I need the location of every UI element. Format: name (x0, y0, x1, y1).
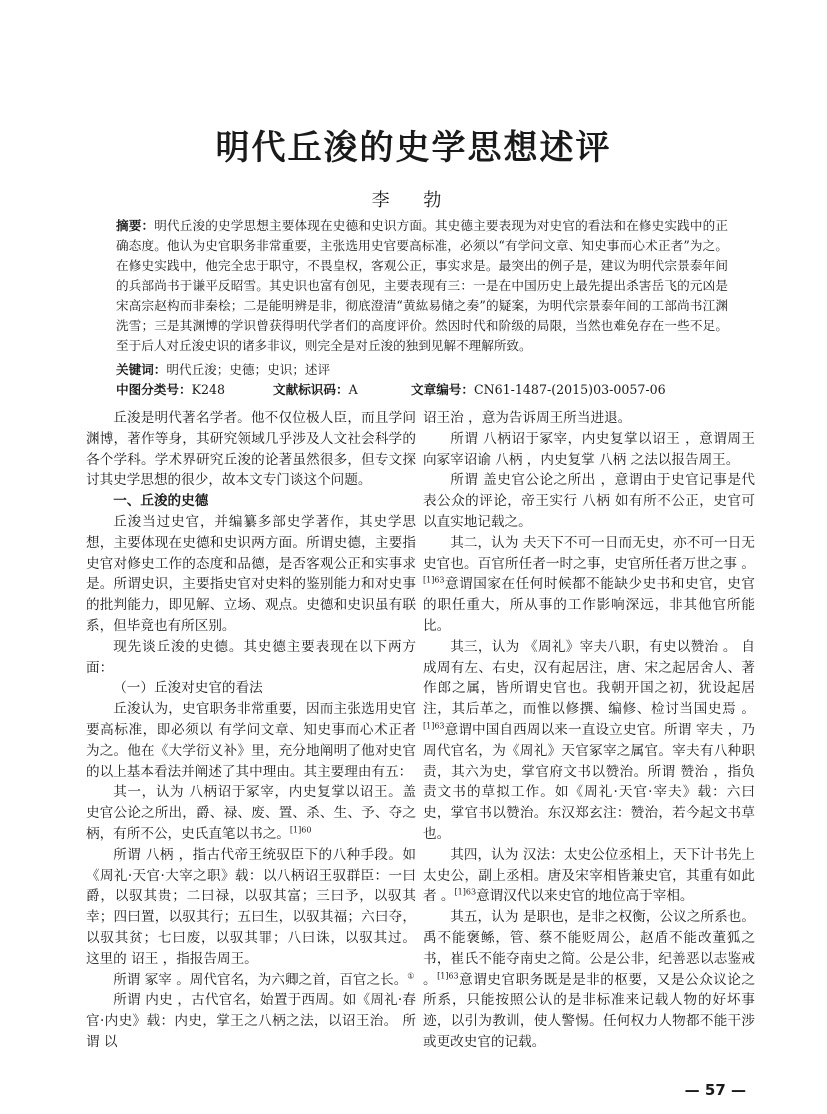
classification-line (116, 380, 756, 400)
paragraph-text: 意谓史官职务既是是非的枢要，又是公众议论之所系，只能按照公认的是非标准来记载人物的好坏事迹，以引为教训，使人警惕。任何权力人物都不能干涉或更改史官的记载。 (423, 971, 756, 1050)
paragraph: 所谓 八柄诏于冢宰，内史复掌以诏王 ，意谓周王向冢宰诏谕 八柄 ，内史复掌 八柄 之法以报告周王。 (423, 430, 755, 468)
left-column (86, 408, 416, 1053)
citation: [1]63 (423, 575, 445, 585)
article-number-label: 文章编号： (411, 382, 474, 397)
paragraph: 丘浚当过史官，并编纂多部史学著作，其史学思想，主要体现在史德和史识两方面。所谓史德，主要指史官对修史工作的态度和品德，是否客观公正和实事求是。所谓史识，主要指史官对史料的鉴别能力和对史事的批判能力，即见解、立场、观点。史德和史识虽有联系，但毕竟也有所区别。 (86, 513, 416, 634)
keywords-text: 明代丘浚；史德；史识；述评 (166, 362, 331, 377)
keywords-label: 关键词： (116, 362, 167, 377)
citation: [1]63 (437, 970, 459, 980)
paragraph-text: 其四，认为 汉法：太史公位丞相上，天下计书先上太史公，副上丞相。唐及宋宰相皆兼史官，其重有如此者 。 (423, 846, 755, 905)
doc-code-value: A (348, 382, 358, 397)
document-code (273, 380, 411, 400)
paragraph (423, 907, 755, 1053)
subsection-heading: （一）丘浚对史官的看法 (113, 680, 263, 697)
article-number-value: CN61-1487-(2015)03-0057-06 (473, 382, 666, 397)
paragraph: 丘浚认为，史官职务非常重要，因而主张选用史官要高标准，即必须以 有学问文章、知史事而心术正者 为之。他在《大学衍义补》里，充分地阐明了他对史官的以上基本看法并阐述了其中理由。其主要理由有五： (86, 701, 416, 780)
clc-value: K248 (191, 382, 226, 397)
paragraph-text: 意谓中国自西周以来一直设立史官。所谓 宰夫 ，乃周代官名，为《周礼》天官冢宰之属官。宰夫有八种职责，其六为史，掌官府文书以赞治。所谓 赞治 ，指负责文书的草拟工作。如《周礼·天官·宰夫》载：六曰史，掌官书以赞治。东汉郑玄注：赞治，若今起文书草也。 (423, 721, 755, 842)
citation: [1]60 (289, 825, 312, 835)
paragraph: 所谓 八柄 ，指古代帝王统驭臣下的八种手段。如《周礼·天官·大宰之职》载：以八柄诏王驭群臣：一曰爵，以驭其贵；二曰禄，以驭其富；三曰予，以驭其幸；四曰置，以驭其行；五曰生，以驭其福；六曰夺，以驭其贫；七曰废，以驭其罪；八曰诛，以驭其过。 这里的 诏王 ，指报告周王。 (86, 846, 416, 967)
paragraph (423, 533, 755, 637)
paragraph-text: 意谓国家在任何时候都不能缺少史书和史官，史官的职任重大，所从事的工作影响深远，非其他官所能比。 (423, 576, 755, 634)
citation: [1]63 (454, 887, 477, 897)
paragraph (86, 970, 416, 991)
paragraph (423, 845, 755, 907)
paragraph-text: 其三，认为 《周礼》宰夫八职，有史以赞治 。 自成周有左、右史，汉有起居注，唐、宋之起居舍人、著作郎之属，皆所谓史官也。我朝开国之初，犹设起居注，其后革之，而惟以修撰、编修、检讨当国史焉 。 (423, 638, 755, 718)
article-number (411, 380, 666, 400)
article-author: 李 勃 (371, 190, 456, 211)
doc-code-label: 文献标识码： (273, 382, 349, 397)
paragraph (423, 637, 755, 845)
paragraph-text: 意谓汉代以来史官的地位高于宰相。 (476, 888, 694, 905)
footnote-marker: ① (407, 970, 415, 980)
abstract-label: 摘要： (116, 218, 155, 233)
paragraph: 所谓 盖史官公论之所出 ，意谓由于史官记事是代表公众的评论，帝王实行 八柄 如有所不公正，史官可以直实地记载之。 (423, 472, 755, 530)
right-column (423, 408, 755, 1053)
paragraph-text: 其一，认为 八柄诏于冢宰，内史复掌以诏王。盖史官公论之所出，爵、禄、废、置、杀、生、予、夺之柄，有所不公，史氏直笔以书之。 (86, 784, 416, 842)
citation: [1]63 (423, 721, 445, 731)
paragraph: 诏王治 ，意为告诉周王所当进退。 (423, 410, 632, 426)
paragraph: 所谓 内史 ，古代官名，始置于西周。如《周礼·春官·内史》载：内史，掌王之八柄之法，以诏王治。 所谓 以 (86, 992, 416, 1050)
section-heading: 一、丘浚的史德 (113, 493, 209, 510)
article-title: 明代丘浚的史学思想述评 (215, 128, 612, 168)
paragraph-text: 其五，认为 是职也，是非之权衡，公议之所系也。禹不能褒鲧，管、蔡不能贬周公，赵盾不能改董狐之书，崔氏不能夺南史之简。公是公非，纪善恶以志鉴戒 。 (423, 909, 755, 988)
keywords (116, 360, 728, 380)
page-number: — 57 — (684, 1081, 746, 1099)
paragraph-text: 其二，认为 夫天下不可一日而无史，亦不可一日无史官也。百官所任者一时之事，史官所任者万世之事 。 (423, 534, 755, 572)
clc-label: 中图分类号： (116, 382, 192, 397)
abstract (116, 216, 728, 356)
paragraph: 丘浚是明代著名学者。他不仅位极人臣，而且学问渊博，著作等身，其研究领域几乎涉及人文社会科学的各个学科。学术界研究丘浚的论著虽然很多，但专文探讨其史学思想的很少，故本文专门谈这个问题。 (86, 410, 416, 489)
paragraph: 现先谈丘浚的史德。其史德主要表现在以下两方面： (86, 638, 416, 676)
paragraph (86, 782, 416, 844)
clc-number (116, 380, 273, 400)
paragraph-text: 所谓 冢宰 。周代官名，为六卿之首，百官之长。 (113, 971, 408, 988)
abstract-text: 明代丘浚的史学思想主要体现在史德和史识方面。其史德主要表现为对史官的看法和在修史实践中的正确态度。他认为史官职务非常重要，主张选用史官要高标准，必须以“有学问文章、知史事而心术正者”为之。在修史实践中，他完全忠于职守，不畏皇权，客观公正，事实求是。最突出的例子是，建议为明代宗景泰年间的兵部尚书于谦平反昭雪。其史识也富有创见，主要表现有三：一是在中国历史上最先提出杀害岳飞的元凶是宋高宗赵构而非秦桧；二是能明辨是非，彻底澄清“黄紘易储之奏”的疑案，为明代宗景泰年间的工部尚书江渊洗雪；三是其渊博的学识曾获得明代学者们的高度评价。然因时代和阶级的局限，当然也难免存在一些不足。至于后人对丘浚史识的诸多非议，则完全是对丘浚的独到见解不理解所致。 (116, 218, 729, 353)
